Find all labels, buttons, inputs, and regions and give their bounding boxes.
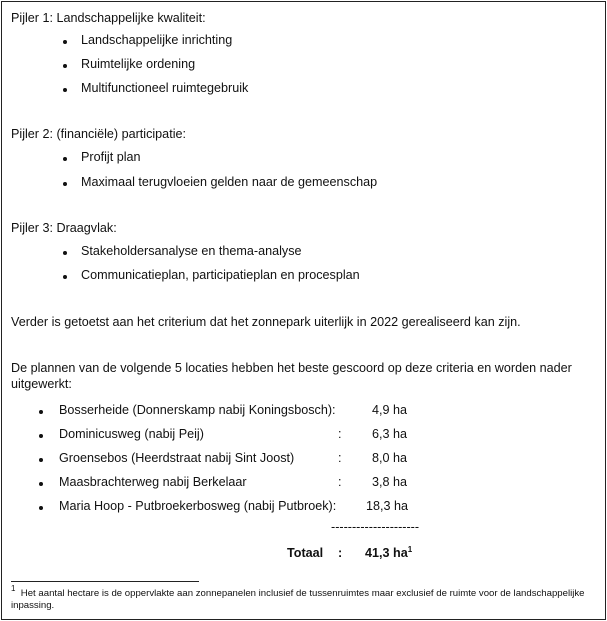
pillar-3-heading: Pijler 3: Draagvlak:	[11, 221, 117, 235]
pillar-1-item-2: Ruimtelijke ordening	[81, 57, 196, 71]
bullet	[63, 157, 67, 161]
bullet	[39, 482, 43, 486]
footnote-reference[interactable]: 1	[407, 545, 413, 554]
footnote-text: Het aantal hectare is de oppervlakte aan zonnepanelen inclusief de tussenruimtes maar exclusief de ruimte voor de landschappelijke inpassing.	[11, 588, 585, 611]
total-value	[365, 546, 412, 561]
bullet	[39, 458, 43, 462]
bullet	[63, 275, 67, 279]
location-separator: :	[338, 451, 342, 465]
bullet	[63, 88, 67, 92]
footnote	[11, 584, 596, 612]
location-area: 4,9 ha	[372, 403, 408, 417]
location-name: Groensebos (Heerdstraat nabij Sint Joost)	[59, 451, 295, 465]
location-name: Maasbrachterweg nabij Berkelaar	[59, 475, 247, 489]
total-value-text: 41,3 ha	[365, 546, 408, 560]
bullet	[63, 251, 67, 255]
bullet	[63, 64, 67, 68]
location-area: 8,0 ha	[372, 451, 408, 465]
pillar-1-item-3: Multifunctioneel ruimtegebruik	[81, 81, 249, 95]
pillar-1-item-1: Landschappelijke inrichting	[81, 33, 233, 47]
total-separator: :	[338, 546, 343, 560]
intro-line-2: uitgewerkt:	[11, 377, 72, 391]
location-name: Dominicusweg (nabij Peij)	[59, 427, 204, 441]
pillar-2-item-1: Profijt plan	[81, 150, 141, 164]
footnote-marker: 1	[11, 584, 16, 593]
location-separator: :	[338, 427, 342, 441]
location-separator: :	[338, 475, 342, 489]
location-name: Maria Hoop - Putbroekerbosweg (nabij Putbroek):	[59, 499, 337, 513]
pillar-2-item-2: Maximaal terugvloeien gelden naar de gemeenschap	[81, 175, 378, 189]
bullet	[63, 182, 67, 186]
total-label: Totaal	[287, 546, 324, 560]
bullet	[39, 410, 43, 414]
sum-divider: ---------------------	[331, 520, 420, 534]
bullet	[39, 506, 43, 510]
pillar-3-item-2: Communicatieplan, participatieplan en procesplan	[81, 268, 360, 282]
intro-line-1: De plannen van de volgende 5 locaties hebben het beste gescoord op deze criteria en worden nader	[11, 361, 572, 375]
location-area: 6,3 ha	[372, 427, 408, 441]
location-area: 18,3 ha	[366, 499, 409, 513]
pillar-3-item-1: Stakeholdersanalyse en thema-analyse	[81, 244, 302, 258]
criterion-text: Verder is getoetst aan het criterium dat het zonnepark uiterlijk in 2022 gerealiseerd kan zijn.	[11, 315, 521, 329]
footnote-rule	[11, 581, 199, 582]
location-name: Bosserheide (Donnerskamp nabij Koningsbosch):	[59, 403, 336, 417]
bullet	[63, 40, 67, 44]
location-area: 3,8 ha	[372, 475, 408, 489]
pillar-2-heading: Pijler 2: (financiële) participatie:	[11, 127, 186, 141]
bullet	[39, 434, 43, 438]
pillar-1-heading: Pijler 1: Landschappelijke kwaliteit:	[11, 11, 206, 25]
document-page	[1, 1, 606, 620]
